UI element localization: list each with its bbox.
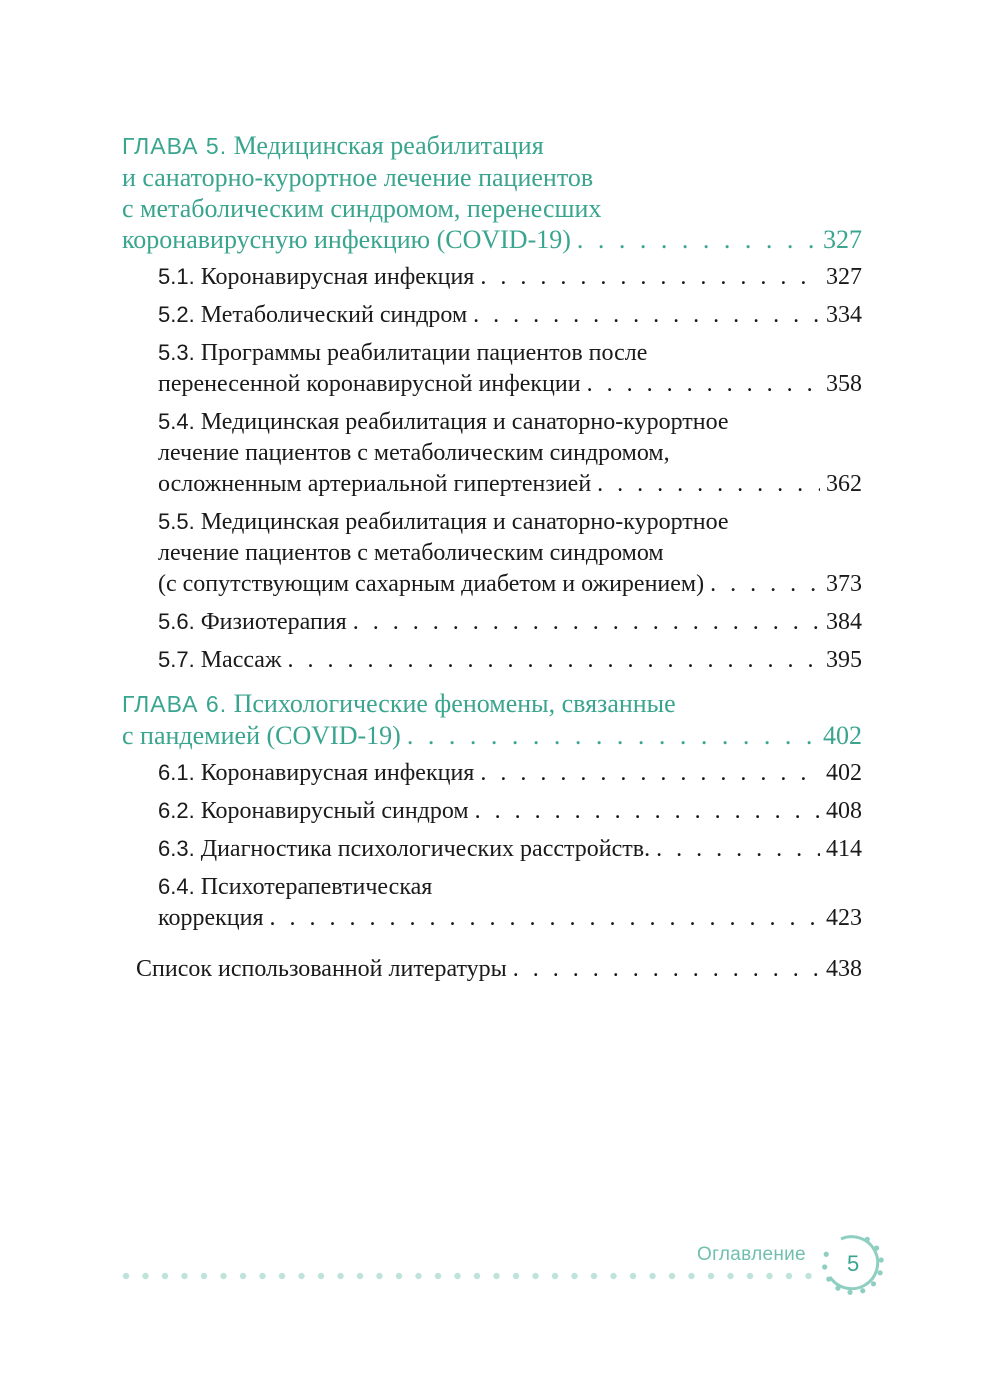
section-page: 408	[826, 798, 862, 824]
leader-dots	[353, 607, 820, 638]
footer-dot	[415, 1273, 421, 1279]
section-number: 6.1.	[158, 760, 195, 785]
toc-entry-5-7[interactable]	[158, 644, 862, 676]
chapter-6-title-line: Психологические феномены, связанные	[233, 689, 676, 718]
footer-dot	[532, 1273, 538, 1279]
leader-dots	[513, 954, 820, 985]
footer-dot	[162, 1273, 168, 1279]
section-page: 402	[826, 760, 862, 786]
footer-dot	[649, 1273, 655, 1279]
section-number: 5.7.	[158, 647, 195, 672]
toc-entry-bibliography[interactable]	[136, 954, 862, 985]
gear-tooth	[824, 1252, 829, 1257]
section-title: Коронавирусная инфекция	[200, 760, 475, 786]
gear-tooth	[826, 1277, 831, 1282]
section-title: Программы реабилитации пациентов после	[200, 340, 648, 366]
toc-entry-6-4[interactable]	[158, 871, 862, 934]
leader-dots	[597, 469, 820, 500]
section-number: 5.6.	[158, 609, 195, 634]
footer-dot	[240, 1273, 246, 1279]
section-page: 423	[826, 905, 862, 931]
toc-entry-6-3[interactable]	[158, 833, 862, 865]
chapter-5-page: 327	[823, 225, 862, 254]
footer-dot	[123, 1273, 129, 1279]
chapter-6-page: 402	[823, 721, 862, 750]
section-number: 6.4.	[158, 874, 195, 899]
toc-entry-5-2[interactable]	[158, 299, 862, 331]
section-title: лечение пациентов с метаболическим синдромом,	[158, 440, 670, 466]
toc-entry-6-1[interactable]	[158, 757, 862, 789]
footer-dot	[279, 1273, 285, 1279]
footer-dot	[591, 1273, 597, 1279]
footer-dot	[669, 1273, 675, 1279]
section-page: 384	[826, 609, 862, 635]
section-title: Медицинская реабилитация и санаторно-курортное	[200, 509, 729, 535]
footer-dot-line	[122, 1272, 832, 1280]
section-title: лечение пациентов с метаболическим синдромом	[158, 540, 664, 566]
footer-dot	[220, 1273, 226, 1279]
gear-tooth	[835, 1286, 840, 1291]
leader-dots	[475, 796, 820, 827]
footer-dot	[571, 1273, 577, 1279]
section-page: 414	[826, 836, 862, 862]
section-title: (с сопутствующим сахарным диабетом и ожирением)	[158, 571, 705, 597]
running-footer-section: Оглавление	[697, 1244, 806, 1265]
footer-dot	[493, 1273, 499, 1279]
toc-entry-5-6[interactable]	[158, 606, 862, 638]
footer-dot	[454, 1273, 460, 1279]
footer-dot	[747, 1273, 753, 1279]
leader-dots	[269, 903, 820, 934]
page-number: 5	[847, 1251, 860, 1276]
section-number: 6.2.	[158, 798, 195, 823]
footer-dot	[376, 1273, 382, 1279]
leader-dots	[656, 834, 820, 865]
section-page: 327	[826, 264, 862, 290]
toc-entry-5-1[interactable]	[158, 261, 862, 293]
gear-tooth	[865, 1237, 870, 1242]
section-number: 5.3.	[158, 340, 195, 365]
footer-dot	[766, 1273, 772, 1279]
chapter-6-label: ГЛАВА 6.	[122, 691, 228, 717]
footer-dot	[513, 1273, 519, 1279]
section-title: Психотерапевтическая	[200, 874, 433, 900]
footer-dot	[786, 1273, 792, 1279]
chapter-5-title-line: коронавирусную инфекцию (COVID-19)	[122, 225, 571, 254]
bibliography-page: 438	[826, 956, 862, 982]
gear-tooth	[878, 1270, 883, 1275]
chapter-5-label: ГЛАВА 5.	[122, 133, 228, 159]
section-title: осложненным артериальной гипертензией	[158, 471, 592, 497]
section-number: 6.3.	[158, 836, 195, 861]
toc-entry-6-2[interactable]	[158, 795, 862, 827]
leader-dots	[710, 569, 820, 600]
section-number: 5.2.	[158, 302, 195, 327]
footer-dot	[610, 1273, 616, 1279]
chapter-5-title-line: и санаторно-курортное лечение пациентов	[122, 163, 594, 192]
toc-entry-5-4[interactable]	[158, 406, 862, 500]
section-page: 334	[826, 302, 862, 328]
section-title: Медицинская реабилитация и санаторно-курортное	[200, 409, 729, 435]
footer-dot	[357, 1273, 363, 1279]
table-of-contents	[122, 130, 862, 985]
section-title: Физиотерапия	[200, 609, 347, 635]
footer-dot	[474, 1273, 480, 1279]
footer-dot	[630, 1273, 636, 1279]
section-title: коррекция	[158, 905, 264, 931]
gear-tooth	[874, 1245, 879, 1250]
bibliography-title: Список использованной литературы	[136, 956, 507, 982]
footer-dot	[337, 1273, 343, 1279]
leader-dots	[587, 369, 820, 400]
gear-tooth	[860, 1288, 865, 1293]
leader-dots	[480, 758, 820, 789]
section-page: 358	[826, 371, 862, 397]
section-number: 5.4.	[158, 409, 195, 434]
section-number: 5.1.	[158, 264, 195, 289]
chapter-6-title-line: с пандемией (COVID-19)	[122, 721, 401, 750]
gear-tooth	[871, 1281, 876, 1286]
footer-dot	[552, 1273, 558, 1279]
section-page: 395	[826, 647, 862, 673]
footer-dot	[435, 1273, 441, 1279]
footer-dot	[142, 1273, 148, 1279]
footer-dot	[181, 1273, 187, 1279]
footer-dot	[201, 1273, 207, 1279]
footer-dot	[727, 1273, 733, 1279]
gear-tooth	[847, 1290, 852, 1295]
chapter-5-title-line: с метаболическим синдромом, перенесших	[122, 194, 602, 223]
toc-entry-5-3[interactable]	[158, 337, 862, 400]
leader-dots	[288, 645, 820, 676]
section-title: Коронавирусная инфекция	[200, 264, 475, 290]
chapter-6-heading[interactable]	[122, 688, 862, 751]
section-title: Диагностика психологических расстройств.	[200, 836, 651, 862]
footer-dot	[259, 1273, 265, 1279]
chapter-5-heading[interactable]	[122, 130, 862, 255]
gear-tooth	[879, 1257, 884, 1262]
leader-dots	[407, 720, 817, 751]
leader-dots	[577, 224, 817, 255]
footer-dot	[688, 1273, 694, 1279]
section-title: Коронавирусный синдром	[200, 798, 469, 824]
section-title: Массаж	[200, 647, 282, 673]
footer-dot	[805, 1273, 811, 1279]
leader-dots	[473, 300, 820, 331]
section-title: Метаболический синдром	[200, 302, 468, 328]
chapter-5-title-line: Медицинская реабилитация	[233, 131, 544, 160]
section-page: 362	[826, 471, 862, 497]
footer-dot	[318, 1273, 324, 1279]
section-number: 5.5.	[158, 509, 195, 534]
leader-dots	[480, 262, 820, 293]
gear-tooth	[822, 1264, 827, 1269]
section-title: перенесенной коронавирусной инфекции	[158, 371, 581, 397]
footer-dot	[396, 1273, 402, 1279]
footer-dot	[708, 1273, 714, 1279]
section-page: 373	[826, 571, 862, 597]
toc-entry-5-5[interactable]	[158, 506, 862, 600]
footer-dot	[298, 1273, 304, 1279]
